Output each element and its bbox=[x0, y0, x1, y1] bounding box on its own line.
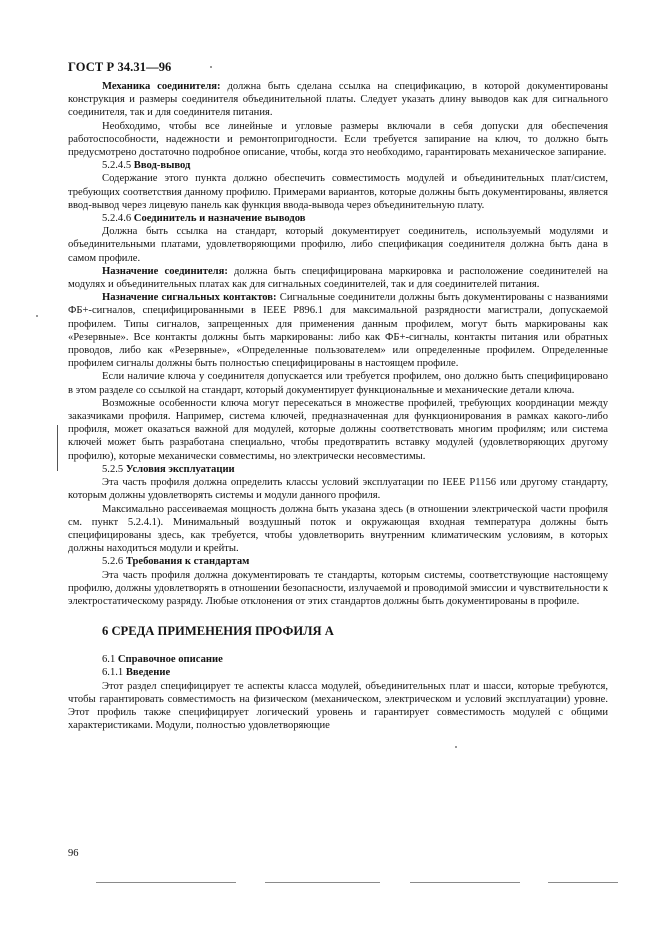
paragraph: Эта часть профиля должна документировать те стандарты, которым системы, соответствующие настоящему профилю, должны удовлетворять в отношении безопасности, излучаемой и проводимой эмиссии и чувствительности к электростатическому разряду. Любые отклонения от этих стандартов должны быть документированы в профиле. bbox=[68, 569, 608, 607]
scan-edge-line bbox=[96, 882, 236, 883]
paragraph: Содержание этого пункта должно обеспечить совместимость модулей и объединительных плат/систем, требующих соответствия данному профилю. Примерами вариантов, которые должны быть документированы, является ввод-вывод через лицевую панель как функция ввода-вывода через объединительную плату. bbox=[68, 173, 608, 211]
scan-edge-line bbox=[410, 882, 520, 883]
section-heading-5-2-6: 5.2.6 Требования к стандартам bbox=[102, 556, 250, 568]
page-number: 96 bbox=[68, 848, 79, 859]
section-heading-6-1: 6.1 Справочное описание bbox=[102, 654, 223, 666]
chapter-heading-6: 6 СРЕДА ПРИМЕНЕНИЯ ПРОФИЛЯ А bbox=[102, 624, 334, 639]
section-heading-5-2-5: 5.2.5 Условия эксплуатации bbox=[102, 463, 235, 475]
term-signal-contacts: Назначение сигнальных контактов: bbox=[102, 292, 277, 304]
scan-speck bbox=[36, 315, 38, 317]
document-header: ГОСТ Р 34.31—96 bbox=[68, 60, 172, 74]
paragraph: Эта часть профиля должна определить классы условий эксплуатации по IEEE P1156 или другому стандарту, которым должны удовлетворять системы и модули данного профиля. bbox=[68, 477, 608, 502]
scan-speck bbox=[210, 66, 212, 68]
paragraph: Возможные особенности ключа могут пересекаться в множестве профилей, требующих координации между заказчиками профиля. Например, система ключей, предназначенная для функционирования в рамках какого-либо профиля, может оказаться важной для модулей, которые должны соответствовать многим профилям; или система ключей может быть разработана специально, чтобы предотвратить вставку модулей (удовлетворяющих другому профилю), которые механически совместимы, но электрически несовместимы. bbox=[68, 397, 608, 462]
section-heading-5-2-4-6: 5.2.4.6 Соединитель и назначение выводов bbox=[102, 213, 306, 225]
margin-change-bar bbox=[57, 425, 58, 471]
paragraph-connector-mechanics: Механика соединителя: должна быть сделана ссылка на спецификацию, в которой документированы конструкция и размеры соединителя объединительной платы. Следует указать длину выводов как для сигнального соединителя, так и для соединителя питания. bbox=[68, 81, 608, 119]
paragraph: Необходимо, чтобы все линейные и угловые размеры включали в себя допуски для обеспечения работоспособности, надежности и ремонтопригодности. Если требуется запирание на ключ, то должно быть предусмотрено достаточно подробное описание, чтобы, когда это необходимо, гарантировать механическое запирание. bbox=[68, 120, 608, 159]
paragraph: Если наличие ключа у соединителя допускается или требуется профилем, оно должно быть специфицировано в этом разделе со ссылкой на стандарт, который документирует функциональные и механические детали ключа. bbox=[68, 371, 608, 396]
scan-edge-line bbox=[548, 882, 618, 883]
paragraph: Должна быть ссылка на стандарт, который документирует соединитель, используемый модулями и объединительными платами, удовлетворяющими профилю, либо спецификация соединителя должна быть дана в самом профиле. bbox=[68, 226, 608, 264]
paragraph: Этот раздел специфицирует те аспекты класса модулей, объединительных плат и шасси, которые требуются, чтобы гарантировать совместимость на физическом (механическом, электрическом и условий эксплуатации) уровне. Этот профиль также специфицирует логический уровень и гарантирует совместимость модулей с общими характеристиками. Модули, полностью удовлетворяющие bbox=[68, 680, 608, 732]
document-body bbox=[68, 80, 608, 732]
paragraph-connector-assignment: Назначение соединителя: должна быть специфицирована маркировка и расположение соединителей на модулях и объединительных платах как для сигнальных соединителей, так и для соединителей питания. bbox=[68, 265, 608, 291]
paragraph: Максимально рассеиваемая мощность должна быть указана здесь (в отношении электрической части профиля см. пункт 5.2.4.1). Минимальный воздушный поток и окружающая входная температура должны быть специфицированы здесь, как требуется, чтобы удовлетворить внутренним климатическим условиям, в которых должны находиться модули и крейты. bbox=[68, 503, 608, 555]
term-connector-assignment: Назначение соединителя: bbox=[102, 265, 228, 277]
section-heading-6-1-1: 6.1.1 Введение bbox=[102, 667, 171, 679]
section-heading-5-2-4-5: 5.2.4.5 Ввод-вывод bbox=[102, 160, 191, 172]
scan-speck bbox=[455, 746, 457, 748]
paragraph-signal-contacts: Назначение сигнальных контактов: Сигнальные соединители должны быть документированы с названиями ФБ+-сигналов, специфицированными в IEEE P896.1 для максимальной разрядности магистрали, допускаемой профилем. Типы сигналов, запрещенных для применения данным профилем, могут быть маркированы как «Резервные». Все контакты должны быть маркированы: либо как ФБ+-сигналы, контакты питания или обратных проводов, либо как «Резервные», «Определенные пользователем» или определенные профилем. Определенные профилем сигналы должны быть полностью специфицированы в настоящем профиле. bbox=[68, 292, 608, 370]
term-connector-mechanics: Механика соединителя: bbox=[102, 81, 221, 92]
scan-edge-line bbox=[265, 882, 380, 883]
